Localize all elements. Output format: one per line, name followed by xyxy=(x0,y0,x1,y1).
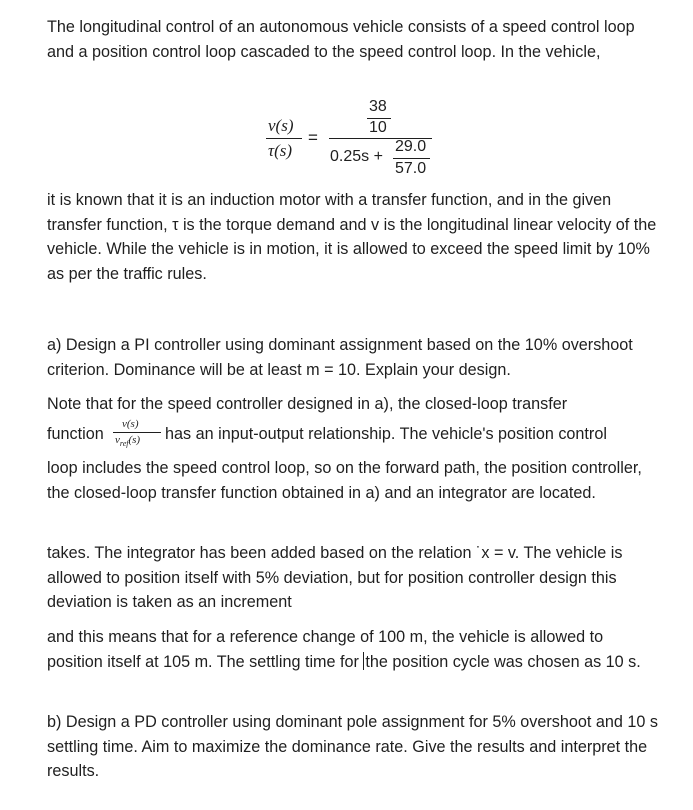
inline-frac-numerator: v(s) xyxy=(122,418,139,430)
inline-frac-bar xyxy=(113,432,161,433)
eq-rhs-num-bottom: 10 xyxy=(369,119,387,136)
intro-paragraph: The longitudinal control of an autonomous vehicle consists of a speed control loop and a position control loop cascaded to the speed control loop. In the vehicle, xyxy=(47,18,635,61)
eq-rhs-num-top: 38 xyxy=(369,98,387,115)
eq-lhs-numerator: v(s) xyxy=(268,116,294,135)
eq-rhs-den-term: 0.25s + xyxy=(330,148,383,165)
eq-lhs-denominator: τ(s) xyxy=(268,141,293,160)
eq-equals: = xyxy=(308,128,318,147)
function-word: function xyxy=(47,425,104,443)
motor-description-paragraph: it is known that it is an induction motor with a transfer function, and in the given transfer function, τ is the torque demand and v is the longitudinal linear velocity of the vehicle. While the vehicle is in motion, it is allowed to exceed the speed limit by 10% as per the traffic rules. xyxy=(47,191,657,283)
integrator-paragraph: takes. The integrator has been added based on the relation ˙x = v. The vehicle is allowed to position itself with 5% deviation, but for position controller design this deviation is taken as an increment xyxy=(47,544,623,611)
inline-frac-denominator: $v_{ref}(s)$ xyxy=(115,434,141,449)
note-continuation-paragraph: loop includes the speed control loop, so on the forward path, the position controller, the closed-loop transfer function obtained in a) and an integrator are located. xyxy=(47,459,642,502)
part-b-paragraph: b) Design a PD controller using dominant pole assignment for 5% overshoot and 10 s settling time. Aim to maximize the dominance rate. Give the results and interpret the results. xyxy=(47,713,658,780)
eq-rhs-den-frac-bar xyxy=(393,158,430,159)
eq-lhs-fraction-bar xyxy=(266,138,302,139)
reference-change-paragraph: and this means that for a reference change of 100 m, the vehicle is allowed to position itself at 105 m. The settling time for the position cycle was chosen as 10 s. xyxy=(47,628,641,671)
note-line-2-rest: has an input-output relationship. The vehicle's position control xyxy=(165,425,607,443)
part-a-paragraph: a) Design a PI controller using dominant assignment based on the 10% overshoot criterion. Dominance will be at least m = 10. Explain your design. xyxy=(47,336,633,379)
eq-rhs-den-frac-bottom: 57.0 xyxy=(395,160,427,177)
note-line-1: Note that for the speed controller designed in a), the closed-loop transfer xyxy=(47,395,568,413)
eq-rhs-den-frac-top: 29.0 xyxy=(395,138,427,155)
